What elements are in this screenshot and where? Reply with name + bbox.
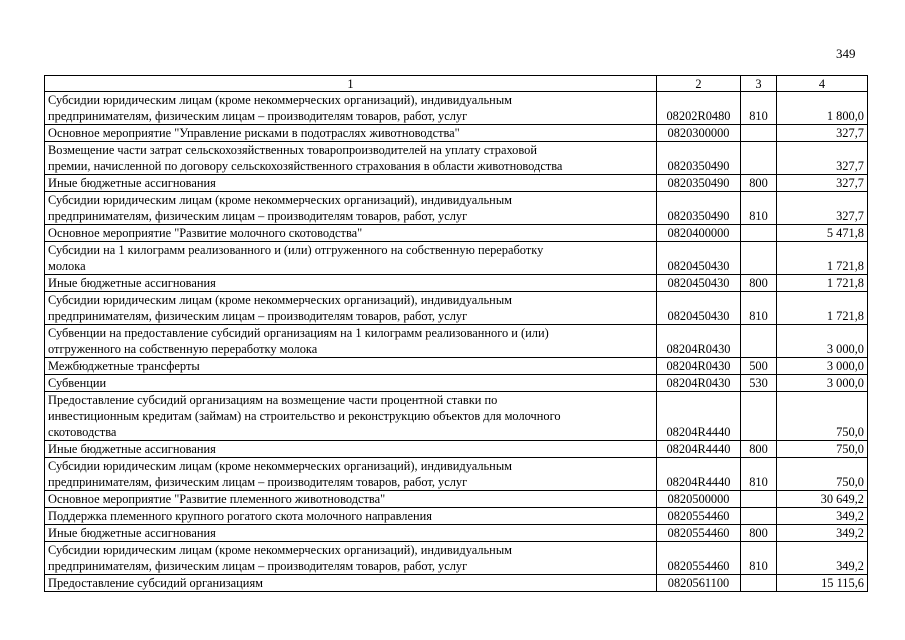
row-code: 0820300000 <box>657 125 741 142</box>
header-row <box>45 76 868 92</box>
table-row <box>45 175 868 192</box>
row-sum: 15 115,6 <box>777 575 868 592</box>
table-row <box>45 358 868 375</box>
row-type <box>741 142 777 175</box>
row-code: 08202R0480 <box>657 92 741 125</box>
row-code: 0820561100 <box>657 575 741 592</box>
row-name <box>45 542 657 575</box>
row-name-line: Субвенции <box>48 376 107 390</box>
row-name <box>45 275 657 292</box>
row-name <box>45 142 657 175</box>
row-name <box>45 292 657 325</box>
row-type: 530 <box>741 375 777 392</box>
row-code: 0820450430 <box>657 275 741 292</box>
row-name-line: скотоводства <box>48 425 117 439</box>
row-name <box>45 175 657 192</box>
row-name <box>45 325 657 358</box>
table-row <box>45 292 868 325</box>
row-type: 810 <box>741 542 777 575</box>
row-type <box>741 242 777 275</box>
row-sum: 3 000,0 <box>777 375 868 392</box>
row-type: 800 <box>741 175 777 192</box>
row-sum: 1 800,0 <box>777 92 868 125</box>
row-sum: 349,2 <box>777 542 868 575</box>
row-type <box>741 508 777 525</box>
table-row <box>45 325 868 358</box>
row-sum: 327,7 <box>777 192 868 225</box>
row-name-line: Основное мероприятие "Развитие племенного животноводства" <box>48 492 386 506</box>
table-row <box>45 542 868 575</box>
row-name-line: Иные бюджетные ассигнования <box>48 526 216 540</box>
row-name-line: предпринимателям, физическим лицам – производителям товаров, работ, услуг <box>48 309 468 323</box>
row-name-line: Предоставление субсидий организациям <box>48 576 263 590</box>
row-type: 810 <box>741 292 777 325</box>
row-name-line: Предоставление субсидий организациям на возмещение части процентной ставки по <box>48 393 498 407</box>
row-name <box>45 525 657 542</box>
row-name-line: предпринимателям, физическим лицам – производителям товаров, работ, услуг <box>48 209 468 223</box>
row-name-line: Субсидии юридическим лицам (кроме некоммерческих организаций), индивидуальным <box>48 193 512 207</box>
row-code: 08204R0430 <box>657 375 741 392</box>
table-row <box>45 375 868 392</box>
row-name-line: отгруженного на собственную переработку молока <box>48 342 318 356</box>
row-name-line: инвестиционным кредитам (займам) на строительство и реконструкцию объектов для молочного <box>48 409 561 423</box>
row-name <box>45 575 657 592</box>
table-row <box>45 491 868 508</box>
row-sum: 750,0 <box>777 458 868 491</box>
row-name <box>45 125 657 142</box>
row-name-line: Субсидии юридическим лицам (кроме некоммерческих организаций), индивидуальным <box>48 459 512 473</box>
table-row <box>45 525 868 542</box>
row-code: 0820554460 <box>657 508 741 525</box>
table-row <box>45 392 868 441</box>
row-code: 0820554460 <box>657 525 741 542</box>
row-type: 800 <box>741 275 777 292</box>
row-name <box>45 392 657 441</box>
row-name-line: Иные бюджетные ассигнования <box>48 176 216 190</box>
row-name <box>45 491 657 508</box>
table-row <box>45 192 868 225</box>
row-type <box>741 225 777 242</box>
row-name-line: премии, начисленной по договору сельскохозяйственного страхования в области животноводства <box>48 159 563 173</box>
row-code: 0820450430 <box>657 242 741 275</box>
row-sum: 327,7 <box>777 175 868 192</box>
row-name-line: Субсидии юридическим лицам (кроме некоммерческих организаций), индивидуальным <box>48 93 512 107</box>
table-body <box>45 92 868 592</box>
row-name-line: Основное мероприятие "Развитие молочного скотоводства" <box>48 226 363 240</box>
row-name <box>45 508 657 525</box>
row-code: 08204R4440 <box>657 392 741 441</box>
row-code: 0820554460 <box>657 542 741 575</box>
row-name-line: Субсидии юридическим лицам (кроме некоммерческих организаций), индивидуальным <box>48 543 512 557</box>
row-name-line: Основное мероприятие "Управление рисками в подотраслях животноводства" <box>48 126 460 140</box>
row-sum: 349,2 <box>777 508 868 525</box>
table-row <box>45 508 868 525</box>
header-col-type: 3 <box>741 76 777 92</box>
table-row <box>45 458 868 491</box>
row-type: 810 <box>741 192 777 225</box>
row-type <box>741 325 777 358</box>
table-row <box>45 142 868 175</box>
row-type <box>741 125 777 142</box>
row-code: 0820350490 <box>657 175 741 192</box>
table-row <box>45 441 868 458</box>
row-sum: 3 000,0 <box>777 358 868 375</box>
table-row <box>45 92 868 125</box>
row-name-line: Иные бюджетные ассигнования <box>48 276 216 290</box>
table-row <box>45 242 868 275</box>
row-name-line: Межбюджетные трансферты <box>48 359 200 373</box>
table-row <box>45 225 868 242</box>
row-name-line: Иные бюджетные ассигнования <box>48 442 216 456</box>
row-name-line: молока <box>48 259 86 273</box>
table-row <box>45 125 868 142</box>
table-row <box>45 575 868 592</box>
budget-table <box>44 75 868 592</box>
row-sum: 750,0 <box>777 441 868 458</box>
row-sum: 1 721,8 <box>777 292 868 325</box>
row-name <box>45 375 657 392</box>
row-type <box>741 575 777 592</box>
row-name-line: предпринимателям, физическим лицам – производителям товаров, работ, услуг <box>48 559 468 573</box>
row-type: 800 <box>741 441 777 458</box>
row-sum: 1 721,8 <box>777 242 868 275</box>
header-col-name: 1 <box>45 76 657 92</box>
row-code: 0820350490 <box>657 142 741 175</box>
row-name-line: Возмещение части затрат сельскохозяйственных товаропроизводителей на уплату страховой <box>48 143 537 157</box>
row-name <box>45 441 657 458</box>
row-name-line: Субсидии на 1 килограмм реализованного и (или) отгруженного на собственную переработку <box>48 243 544 257</box>
row-type: 800 <box>741 525 777 542</box>
row-code: 0820450430 <box>657 292 741 325</box>
row-code: 08204R4440 <box>657 458 741 491</box>
row-name <box>45 192 657 225</box>
row-code: 0820500000 <box>657 491 741 508</box>
row-sum: 349,2 <box>777 525 868 542</box>
row-name-line: предпринимателям, физическим лицам – производителям товаров, работ, услуг <box>48 475 468 489</box>
row-type: 810 <box>741 92 777 125</box>
table-row <box>45 275 868 292</box>
row-type: 810 <box>741 458 777 491</box>
row-type: 500 <box>741 358 777 375</box>
row-code: 08204R0430 <box>657 358 741 375</box>
row-sum: 750,0 <box>777 392 868 441</box>
row-code: 0820400000 <box>657 225 741 242</box>
row-type <box>741 392 777 441</box>
row-name-line: предпринимателям, физическим лицам – производителям товаров, работ, услуг <box>48 109 468 123</box>
row-sum: 3 000,0 <box>777 325 868 358</box>
row-code: 08204R4440 <box>657 441 741 458</box>
header-col-code: 2 <box>657 76 741 92</box>
row-name <box>45 458 657 491</box>
row-name <box>45 92 657 125</box>
header-col-sum: 4 <box>777 76 868 92</box>
row-sum: 327,7 <box>777 142 868 175</box>
row-sum: 30 649,2 <box>777 491 868 508</box>
row-sum: 1 721,8 <box>777 275 868 292</box>
row-name-line: Поддержка племенного крупного рогатого скота молочного направления <box>48 509 432 523</box>
row-code: 08204R0430 <box>657 325 741 358</box>
row-name <box>45 225 657 242</box>
row-name-line: Субсидии юридическим лицам (кроме некоммерческих организаций), индивидуальным <box>48 293 512 307</box>
row-name-line: Субвенции на предоставление субсидий организациям на 1 килограмм реализованного и (или) <box>48 326 549 340</box>
row-name <box>45 358 657 375</box>
row-sum: 5 471,8 <box>777 225 868 242</box>
page-number: 349 <box>836 46 856 61</box>
row-name <box>45 242 657 275</box>
row-type <box>741 491 777 508</box>
row-code: 0820350490 <box>657 192 741 225</box>
row-sum: 327,7 <box>777 125 868 142</box>
